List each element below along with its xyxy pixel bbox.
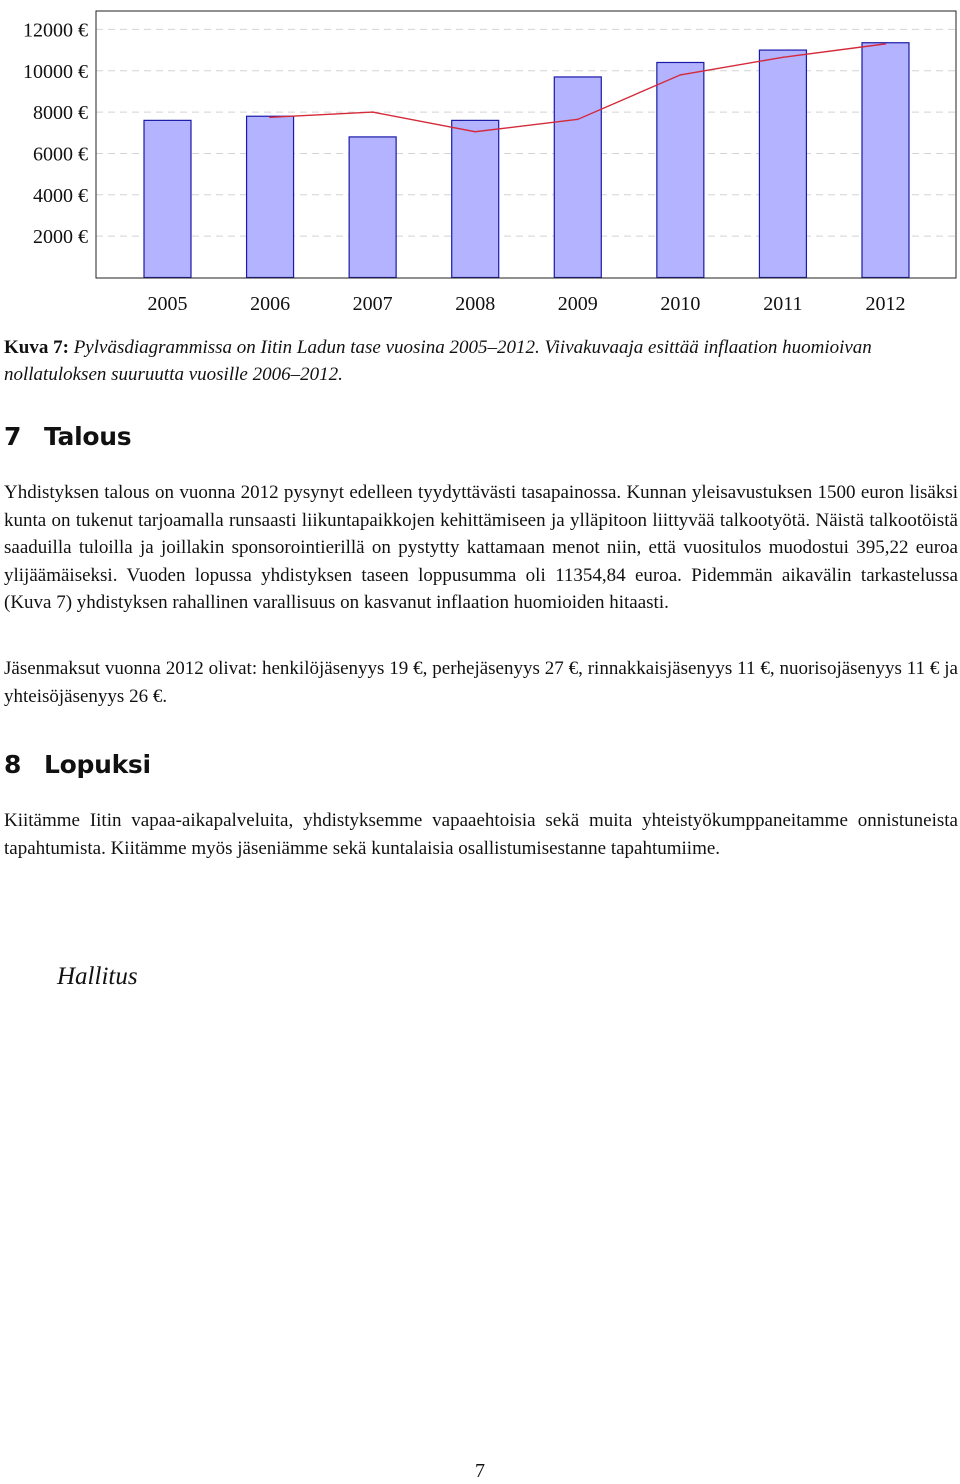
signature: Hallitus — [57, 963, 138, 990]
y-tick-label: 12000 € — [23, 19, 88, 42]
inflation-point-2008 — [474, 131, 476, 133]
y-tick-label: 10000 € — [23, 60, 88, 83]
inflation-point-2007 — [372, 111, 374, 113]
bar-2011 — [759, 50, 806, 277]
balance-chart — [0, 0, 960, 330]
figure-caption — [4, 334, 958, 388]
section-heading-lopuksi — [4, 750, 151, 779]
caption-label: Kuva 7: — [4, 337, 69, 358]
inflation-point-2006 — [269, 116, 271, 118]
paragraph-lopuksi: Kiitämme Iitin vapaa-aikapalveluita, yhdistyksemme vapaaehtoisia sekä muita yhteistyökumppaneitamme onnistuneista tapahtumista. Kiitämme myös jäseniämme sekä kuntalaisia osallistumisestanne tapahtumiime. — [4, 810, 958, 859]
inflation-point-2011 — [782, 57, 784, 59]
paragraph-membership-fees: Jäsenmaksut vuonna 2012 olivat: henkilöjäsenyys 19 €, perhejäsenyys 27 €, rinnakkaisjäsenyys 11 €, nuorisojäsenyys 11 € ja yhteisöjäsenyys 26 €. — [4, 658, 958, 707]
inflation-point-2010 — [680, 74, 682, 76]
inflation-point-2012 — [885, 43, 887, 45]
y-tick-label: 2000 € — [33, 226, 88, 249]
bar-2012 — [862, 43, 909, 278]
y-tick-label: 8000 € — [33, 102, 88, 125]
x-tick-label-2011: 2011 — [763, 293, 803, 315]
section-heading-talous — [4, 422, 131, 451]
y-tick-label: 6000 € — [33, 143, 88, 166]
bar-2006 — [247, 116, 294, 277]
bar-2007 — [349, 137, 396, 278]
x-tick-label-2006: 2006 — [250, 293, 291, 315]
x-tick-label-2008: 2008 — [455, 293, 496, 315]
y-tick-labels — [23, 19, 88, 248]
bar-2005 — [144, 120, 191, 277]
chart-bars — [144, 43, 909, 278]
bar-2008 — [452, 120, 499, 277]
section-number: 8 — [4, 750, 22, 779]
chart-grid — [96, 29, 956, 236]
y-tick-label: 4000 € — [33, 184, 88, 207]
x-tick-label-2010: 2010 — [660, 293, 701, 315]
x-tick-label-2007: 2007 — [352, 293, 393, 315]
bar-2010 — [657, 62, 704, 277]
section-number: 7 — [4, 422, 22, 451]
x-tick-labels — [148, 293, 906, 315]
inflation-point-2009 — [577, 119, 579, 121]
x-tick-label-2005: 2005 — [147, 293, 188, 315]
caption-text: Pylväsdiagrammissa on Iitin Ladun tase vuosina 2005–2012. Viivakuvaaja esittää inflaation huomioivan nollatuloksen suuruutta vuosille 2006–2012. — [4, 337, 872, 385]
x-tick-label-2012: 2012 — [865, 293, 906, 315]
bar-2009 — [554, 77, 601, 278]
x-tick-label-2009: 2009 — [557, 293, 598, 315]
section-title: Lopuksi — [44, 750, 151, 779]
section-title: Talous — [44, 422, 132, 451]
paragraph-talous: Yhdistyksen talous on vuonna 2012 pysynyt edelleen tyydyttävästi tasapainossa. Kunnan yleisavustuksen 1500 euron lisäksi kunta on tukenut tarjoamalla runsaasti liikuntapaikkojen kehittämiseen ja ylläpitoon liittyvää talkootyötä. Näistä talkootöistä saaduilla tuloilla ja joillakin sponsorointierillä on pystytty kattamaan menot niin, että vuositulos muodostui 395,22 euroa ylijäämäiseksi. Vuoden lopussa yhdistyksen taseen loppusumma oli 11354,84 euroa. Pidemmän aikavälin tarkastelussa (Kuva 7) yhdistyksen rahallinen varallisuus on kasvanut inflaation huomioiden hitaasti. — [4, 482, 958, 613]
page-number: 7 — [475, 1460, 485, 1482]
